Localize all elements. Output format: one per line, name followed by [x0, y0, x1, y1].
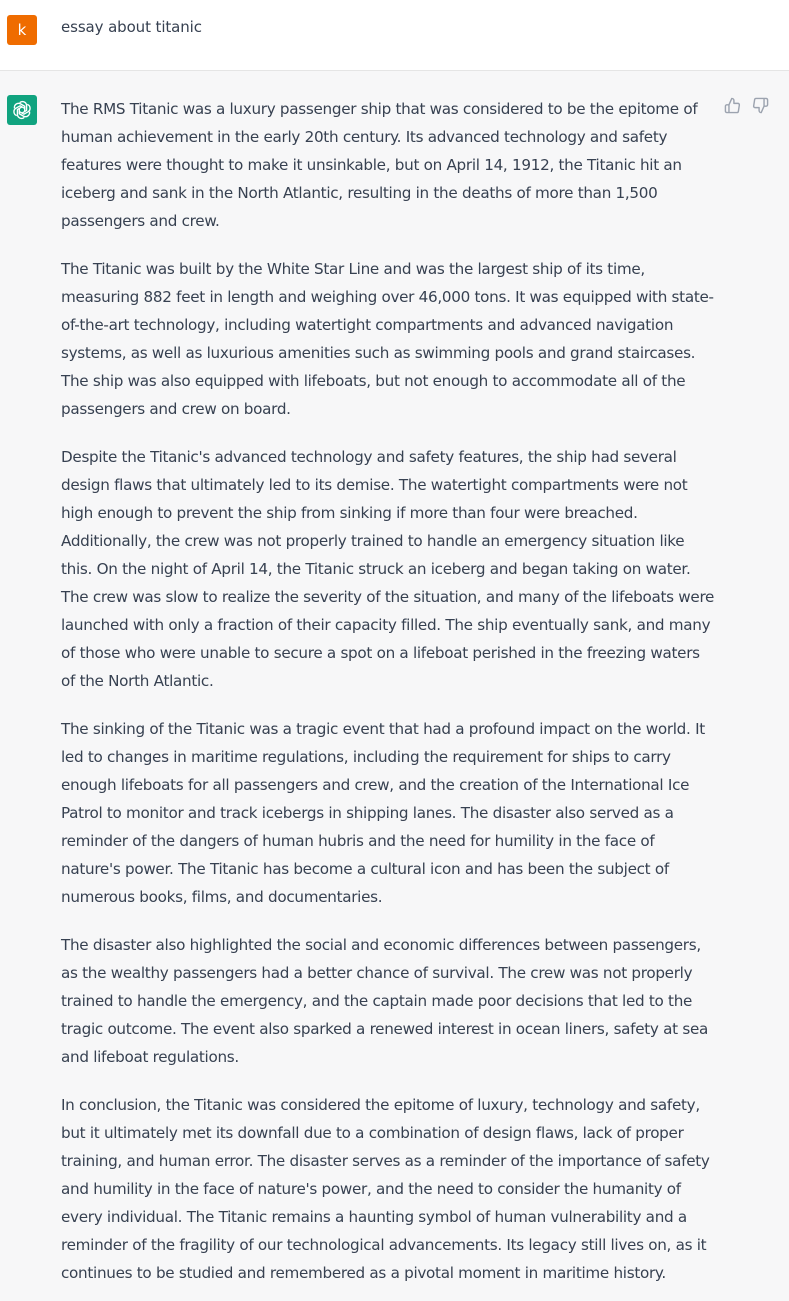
essay-paragraph-5: The disaster also highlighted the social and economic differences between passengers, as the wealthy passengers had a better chance of survival. The crew was not properly trained to handle the emergency, and the captain made poor decisions that led to the tragic outcome. The event also sparked a renewed interest in ocean liners, safety at sea and lifeboat regulations.: [61, 936, 708, 1066]
thumbs-down-icon[interactable]: [752, 97, 769, 114]
user-prompt-text: essay about titanic: [61, 18, 202, 36]
openai-logo-icon: [7, 95, 37, 125]
essay-paragraph-6: In conclusion, the Titanic was considered the epitome of luxury, technology and safety, but it ultimately met its downfall due to a combination of design flaws, lack of proper training, and human error. The disaster serves as a reminder of the importance of safety and humility in the face of nature's power, and the need to consider the humanity of every individual. The Titanic remains a haunting symbol of human vulnerability and a reminder of the fragility of our technological advancements. Its legacy still lives on, as it continues to be studied and remembered as a pivotal moment in maritime history.: [61, 1096, 710, 1282]
user-message-row: [0, 0, 789, 71]
user-avatar: k: [7, 15, 37, 45]
assistant-message-text: [61, 95, 717, 1301]
thumbs-up-icon[interactable]: [724, 97, 741, 114]
essay-paragraph-2: The Titanic was built by the White Star Line and was the largest ship of its time, measuring 882 feet in length and weighing over 46,000 tons. It was equipped with state-of-the-art technology, including watertight compartments and advanced navigation systems, as well as luxurious amenities such as swimming pools and grand staircases. The ship was also equipped with lifeboats, but not enough to accommodate all of the passengers and crew on board.: [61, 260, 714, 418]
assistant-message-row: [0, 71, 789, 1301]
feedback-buttons: [724, 97, 769, 114]
essay-paragraph-4: The sinking of the Titanic was a tragic event that had a profound impact on the world. It led to changes in maritime regulations, including the requirement for ships to carry enough lifeboats for all passengers and crew, and the creation of the International Ice Patrol to monitor and track icebergs in shipping lanes. The disaster also served as a reminder of the dangers of human hubris and the need for humility in the face of nature's power. The Titanic has become a cultural icon and has been the subject of numerous books, films, and documentaries.: [61, 720, 705, 906]
essay-paragraph-1: The RMS Titanic was a luxury passenger ship that was considered to be the epitome of human achievement in the early 20th century. Its advanced technology and safety features were thought to make it unsinkable, but on April 14, 1912, the Titanic hit an iceberg and sank in the North Atlantic, resulting in the deaths of more than 1,500 passengers and crew.: [61, 100, 698, 230]
essay-paragraph-3: Despite the Titanic's advanced technology and safety features, the ship had several design flaws that ultimately led to its demise. The watertight compartments were not high enough to prevent the ship from sinking if more than four were breached. Additionally, the crew was not properly trained to handle an emergency situation like this. On the night of April 14, the Titanic struck an iceberg and began taking on water. The crew was slow to realize the severity of the situation, and many of the lifeboats were launched with only a fraction of their capacity filled. The ship eventually sank, and many of those who were unable to secure a spot on a lifeboat perished in the freezing waters of the North Atlantic.: [61, 448, 715, 690]
